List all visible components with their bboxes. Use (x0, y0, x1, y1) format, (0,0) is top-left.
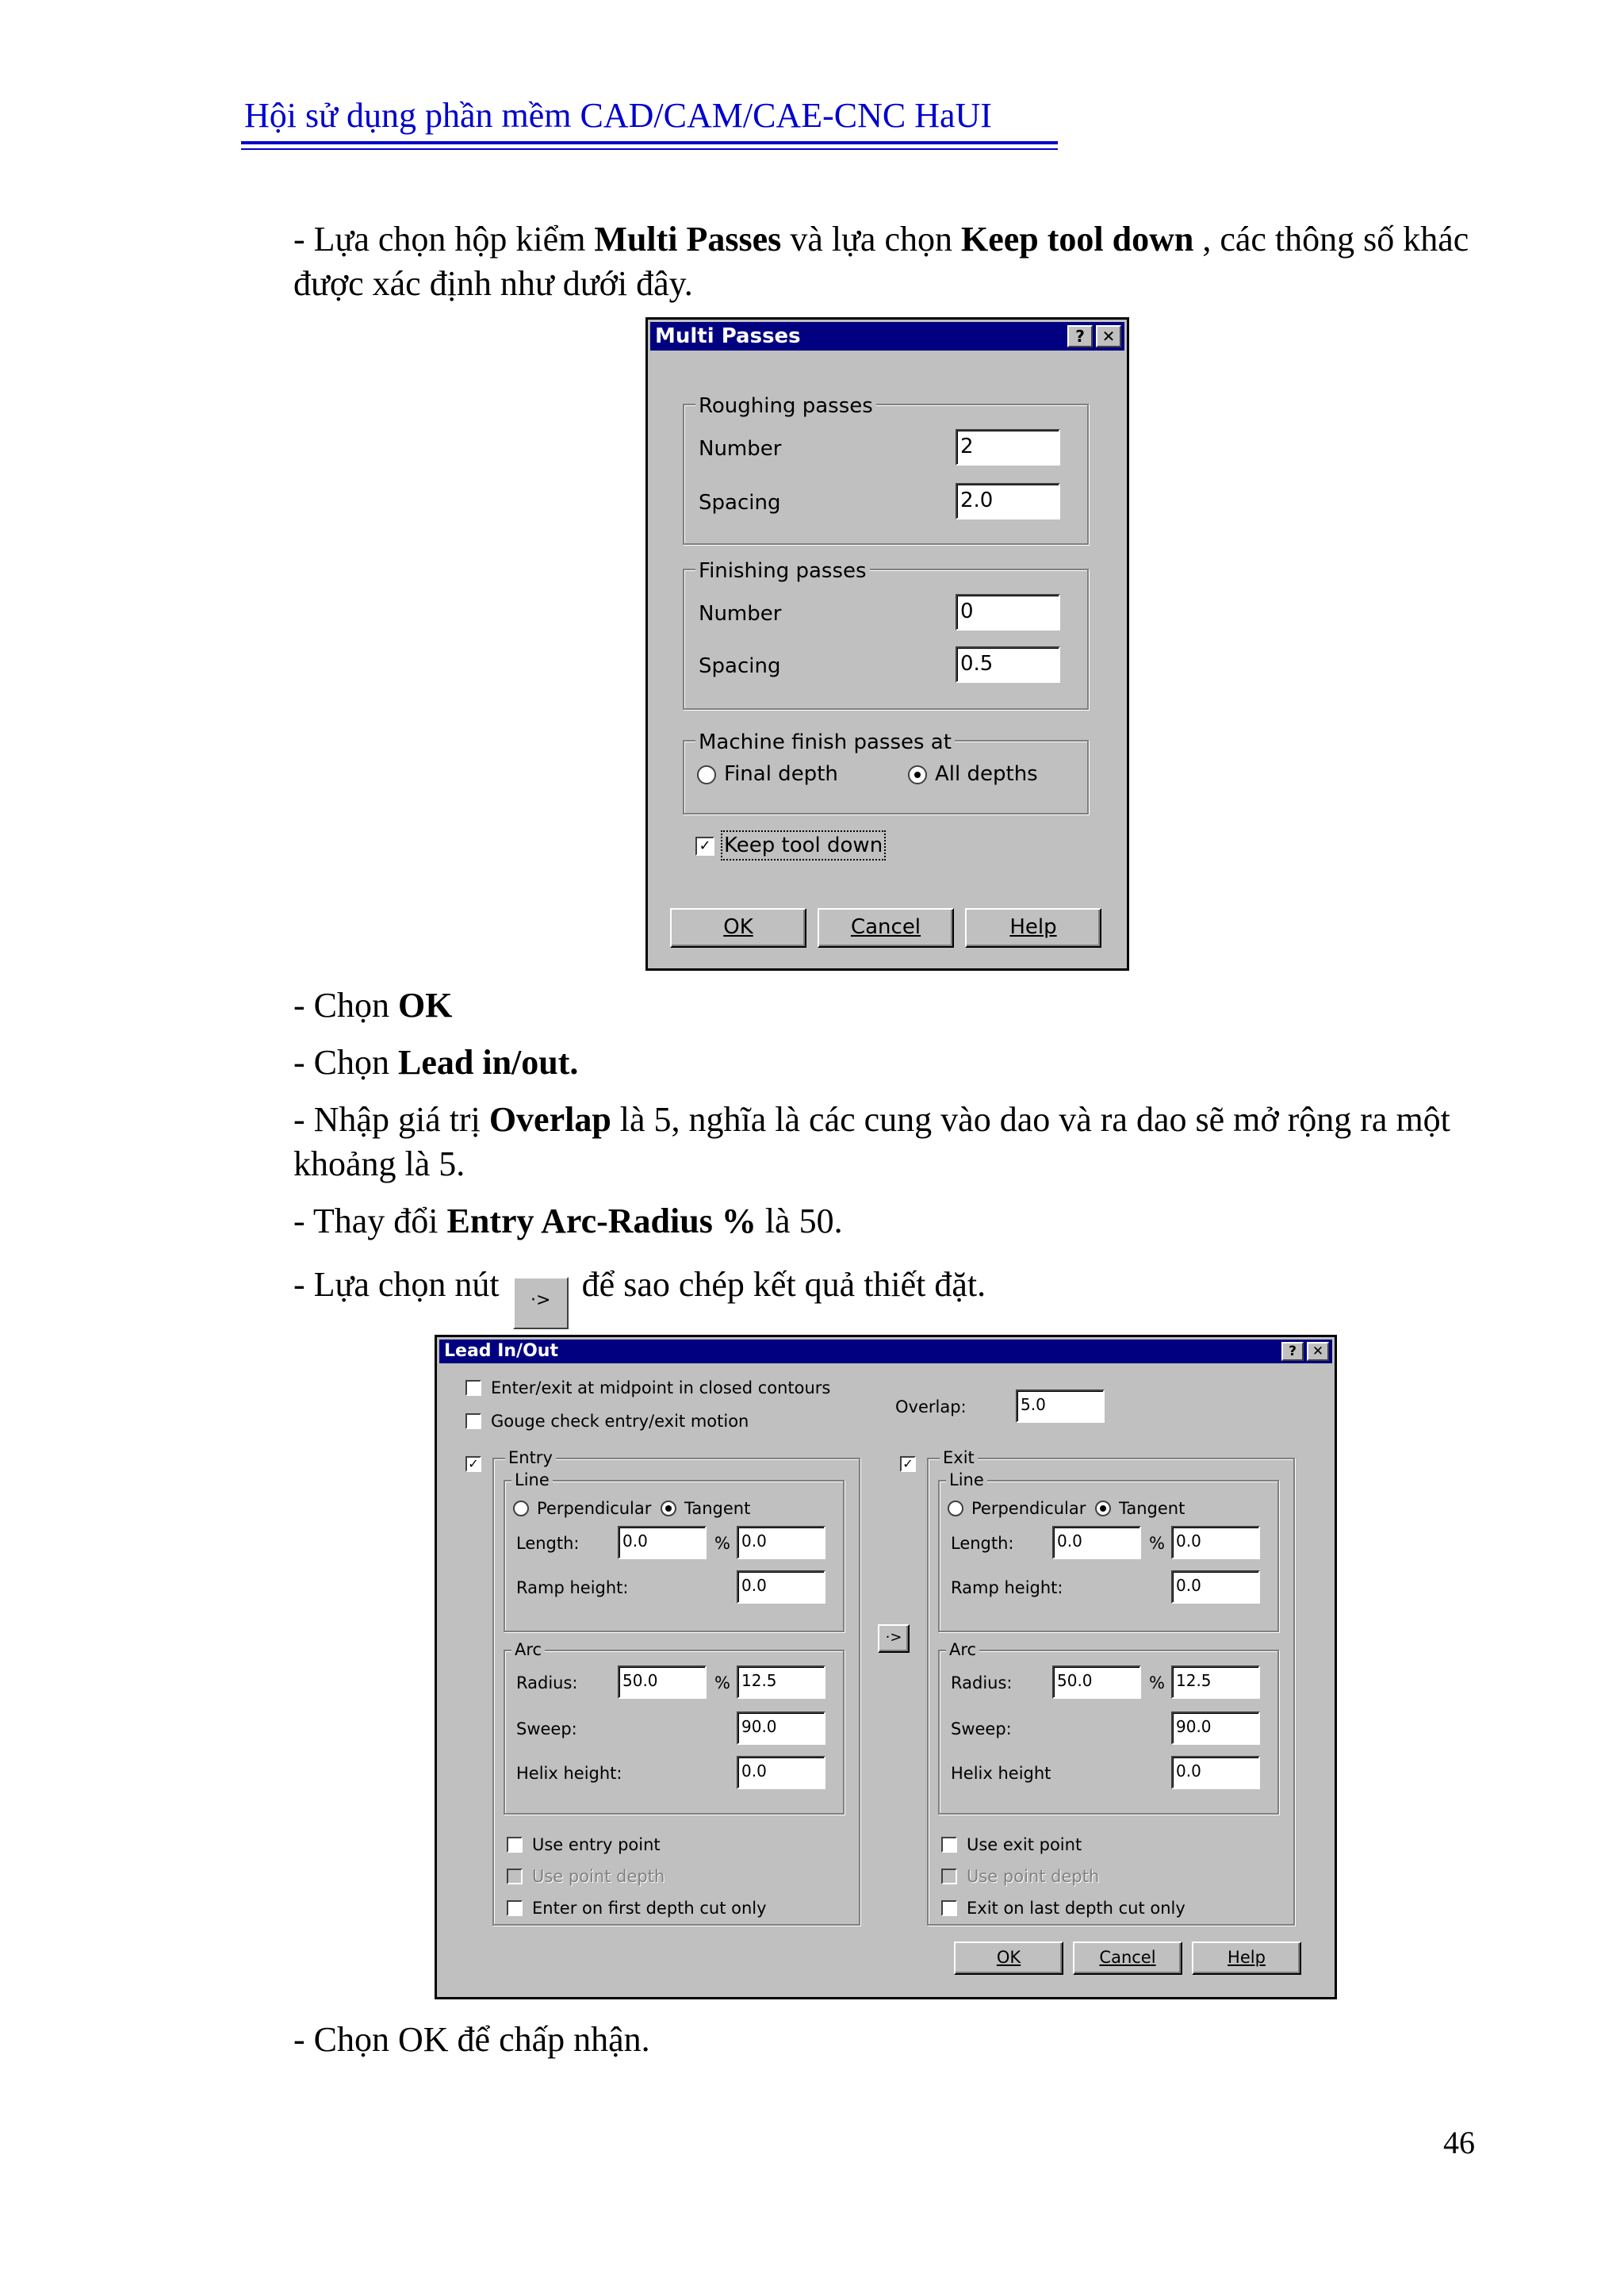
instruction-accept: - Chọn OK để chấp nhận. (293, 2020, 650, 2059)
exit-arc-group: Arc Radius: 50.0 % 12.5 Sweep: 90.0 Helix height 0.0 (938, 1650, 1279, 1815)
ok-button[interactable]: OK (670, 908, 806, 948)
gouge-check-checkbox[interactable] (465, 1413, 481, 1429)
instruction-overlap: - Nhập giá trị Overlap là 5, nghĩa là các cung vào dao và ra dao sẽ mở rộng ra một khoảng là 5. (293, 1100, 1450, 1183)
keep-tool-down-checkbox[interactable]: ✓ (695, 837, 714, 856)
entry-tangent-radio[interactable] (661, 1501, 676, 1516)
use-entry-point-checkbox[interactable] (507, 1837, 523, 1853)
dialog-titlebar (650, 322, 1124, 351)
instruction-copy-button: - Lựa chọn nút ·> để sao chép kết quả thiết đặt. (293, 1263, 1477, 1329)
copy-arrow-icon: ·> (513, 1277, 569, 1329)
entry-line-group: Line Perpendicular Tangent Length: 0.0 % 0.0 Ramp height: 0.0 (504, 1480, 845, 1632)
entry-ramp-height-field[interactable]: 0.0 (737, 1570, 825, 1604)
page-number: 46 (1443, 2125, 1475, 2160)
finishing-passes-group: Finishing passes Number 0 Spacing 0.5 (683, 569, 1089, 710)
final-depth-radio[interactable] (697, 765, 716, 784)
instruction-lead-in-out: - Chọn Lead in/out. (293, 1043, 579, 1082)
exit-radius-field[interactable]: 50.0 (1052, 1665, 1141, 1699)
document-header: Hội sử dụng phần mềm CAD/CAM/CAE-CNC HaUI (244, 96, 992, 135)
all-depths-radio[interactable] (908, 765, 927, 784)
entry-use-point-depth-checkbox (507, 1869, 523, 1884)
exit-tangent-radio[interactable] (1095, 1501, 1111, 1516)
dialog-title: Multi Passes (655, 324, 801, 348)
entry-radius-field[interactable]: 50.0 (618, 1665, 707, 1699)
lead-in-out-dialog: Lead In/Out ? ✕ Enter/exit at midpoint in closed contours Gouge check entry/exit motion Overlap: 5.0 ✓ Entry Line Perpendicular Tangent Length: 0.0 % 0.0 Ramp height: 0.0 Arc Radius: 50.0 % 12.5 Sweep: 90.0 Helix height: 0.0 Use entry point Use point depth Enter on first depth cut only ·> ✓ Exit Line Perpendicular Tangent Length: 0.0 % 0.0 Ramp height: 0.0 Arc Radius: 50.0 % 12.5 Sweep: 90.0 Helix height 0.0 Use exit point Use point depth Exit on last depth cut only OK Cancel Help (435, 1335, 1337, 1999)
close-icon[interactable]: ✕ (1307, 1342, 1329, 1361)
exit-length-percent-field[interactable]: 0.0 (1171, 1526, 1260, 1559)
exit-radius-percent-field[interactable]: 12.5 (1171, 1665, 1260, 1699)
ok-button[interactable]: OK (954, 1941, 1063, 1975)
copy-entry-to-exit-button[interactable] (878, 1624, 910, 1653)
entry-group: Entry Line Perpendicular Tangent Length: 0.0 % 0.0 Ramp height: 0.0 Arc Radius: 50.0 % 12.5 Sweep: 90.0 Helix height: 0.0 Use entry point Use point depth Enter on first depth cut only (492, 1458, 860, 1926)
exit-helix-height-field[interactable]: 0.0 (1171, 1756, 1260, 1789)
roughing-passes-group: Roughing passes Number 2 Spacing 2.0 (683, 404, 1089, 545)
enter-exit-midpoint-checkbox[interactable] (465, 1380, 481, 1396)
entry-sweep-field[interactable]: 90.0 (737, 1711, 825, 1745)
dialog-title: Lead In/Out (444, 1341, 558, 1361)
entry-arc-group: Arc Radius: 50.0 % 12.5 Sweep: 90.0 Helix height: 0.0 (504, 1650, 845, 1815)
entry-length-percent-field[interactable]: 0.0 (737, 1526, 825, 1559)
entry-enable-checkbox[interactable]: ✓ (465, 1456, 481, 1472)
use-exit-point-checkbox[interactable] (941, 1837, 957, 1853)
entry-radius-percent-field[interactable]: 12.5 (737, 1665, 825, 1699)
finishing-spacing-field[interactable]: 0.5 (956, 646, 1060, 683)
exit-last-depth-checkbox[interactable] (941, 1900, 957, 1916)
machine-finish-group: Machine finish passes at Final depth All depths (683, 740, 1089, 815)
finishing-number-field[interactable]: 0 (956, 594, 1060, 631)
entry-perpendicular-radio[interactable] (513, 1501, 529, 1516)
header-rule (241, 141, 1058, 144)
exit-use-point-depth-checkbox (941, 1869, 957, 1884)
keep-tool-down-label: Keep tool down (724, 834, 883, 857)
exit-perpendicular-radio[interactable] (948, 1501, 963, 1516)
entry-helix-height-field[interactable]: 0.0 (737, 1756, 825, 1789)
instruction-choose-ok: - Chọn OK (293, 986, 453, 1025)
help-button[interactable]: Help (965, 908, 1101, 948)
exit-sweep-field[interactable]: 90.0 (1171, 1711, 1260, 1745)
exit-enable-checkbox[interactable]: ✓ (900, 1456, 916, 1472)
help-button[interactable]: Help (1192, 1941, 1301, 1975)
help-icon[interactable]: ? (1067, 325, 1093, 347)
copy-arrow-icon: ·> (885, 1629, 902, 1646)
help-icon[interactable]: ? (1281, 1342, 1304, 1361)
exit-line-group: Line Perpendicular Tangent Length: 0.0 % 0.0 Ramp height: 0.0 (938, 1480, 1279, 1632)
header-rule-thin (241, 148, 1058, 150)
roughing-spacing-field[interactable]: 2.0 (956, 483, 1060, 519)
overlap-field[interactable]: 5.0 (1016, 1389, 1105, 1423)
cancel-button[interactable]: Cancel (1073, 1941, 1182, 1975)
instruction-multi-passes: - Lựa chọn hộp kiểm Multi Passes và lựa chọn Keep tool down , các thông số khác được xác định như dưới đây. (293, 220, 1469, 303)
dialog-titlebar (439, 1340, 1332, 1363)
cancel-button[interactable]: Cancel (818, 908, 954, 948)
roughing-number-field[interactable]: 2 (956, 429, 1060, 466)
exit-length-field[interactable]: 0.0 (1052, 1526, 1141, 1559)
enter-first-depth-checkbox[interactable] (507, 1900, 523, 1916)
exit-group: Exit Line Perpendicular Tangent Length: 0.0 % 0.0 Ramp height: 0.0 Arc Radius: 50.0 % 12.5 Sweep: 90.0 Helix height 0.0 Use exit point Use point depth Exit on last depth cut only (927, 1458, 1295, 1926)
instruction-arc-radius: - Thay đổi Entry Arc-Radius % là 50. (293, 1202, 843, 1240)
close-icon[interactable]: ✕ (1096, 325, 1121, 347)
exit-ramp-height-field[interactable]: 0.0 (1171, 1570, 1260, 1604)
multi-passes-dialog (645, 317, 1129, 971)
entry-length-field[interactable]: 0.0 (618, 1526, 707, 1559)
